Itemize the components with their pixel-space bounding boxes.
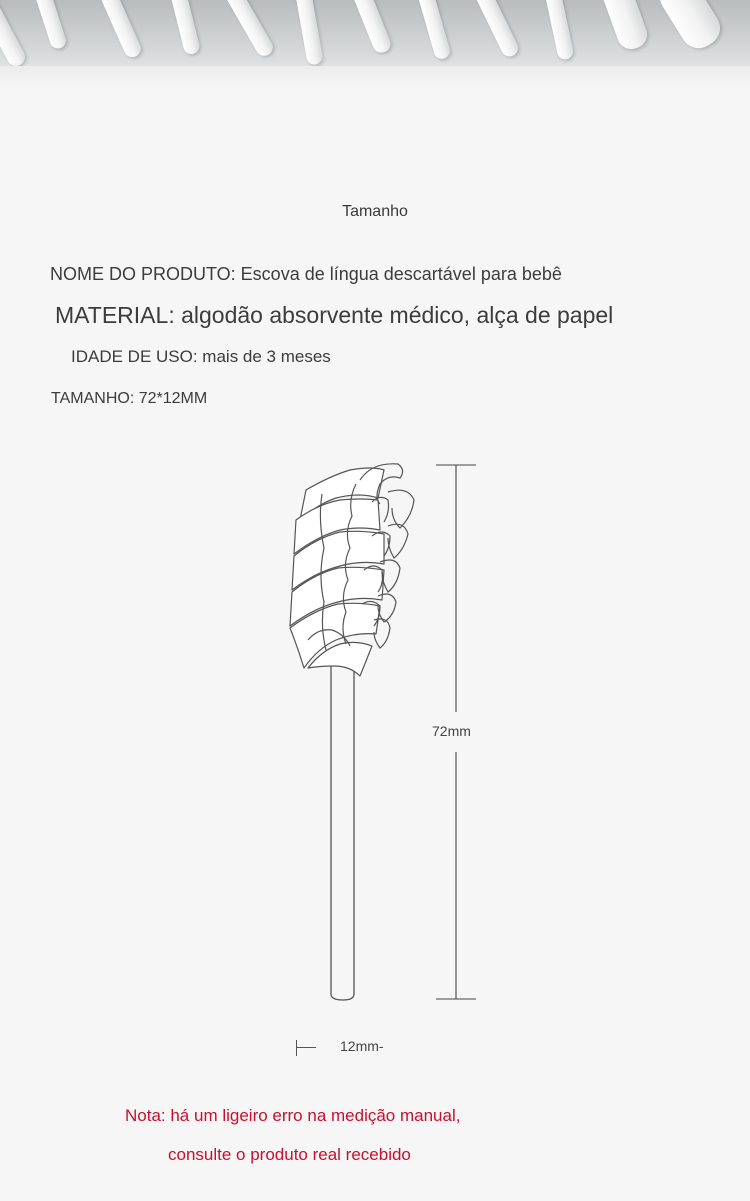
section-title: Tamanho bbox=[342, 203, 408, 220]
height-dimension-label: 72mm bbox=[432, 723, 471, 739]
brush-handle bbox=[331, 660, 354, 1000]
cotton-head bbox=[290, 468, 384, 676]
spec-product-name: NOME DO PRODUTO: Escova de língua descartável para bebê bbox=[50, 264, 562, 284]
width-dimension-tick bbox=[296, 1040, 297, 1056]
width-dimension-bar bbox=[296, 1047, 316, 1048]
spec-material: MATERIAL: algodão absorvente médico, alça de papel bbox=[55, 302, 614, 328]
spec-size: TAMANHO: 72*12MM bbox=[51, 390, 208, 407]
spec-age: IDADE DE USO: mais de 3 meses bbox=[71, 347, 331, 366]
measurement-note-line2: consulte o produto real recebido bbox=[168, 1145, 411, 1164]
width-dimension-label: 12mm- bbox=[340, 1038, 384, 1054]
measurement-note-line1: Nota: há um ligeiro erro na medição manual, bbox=[125, 1106, 461, 1125]
